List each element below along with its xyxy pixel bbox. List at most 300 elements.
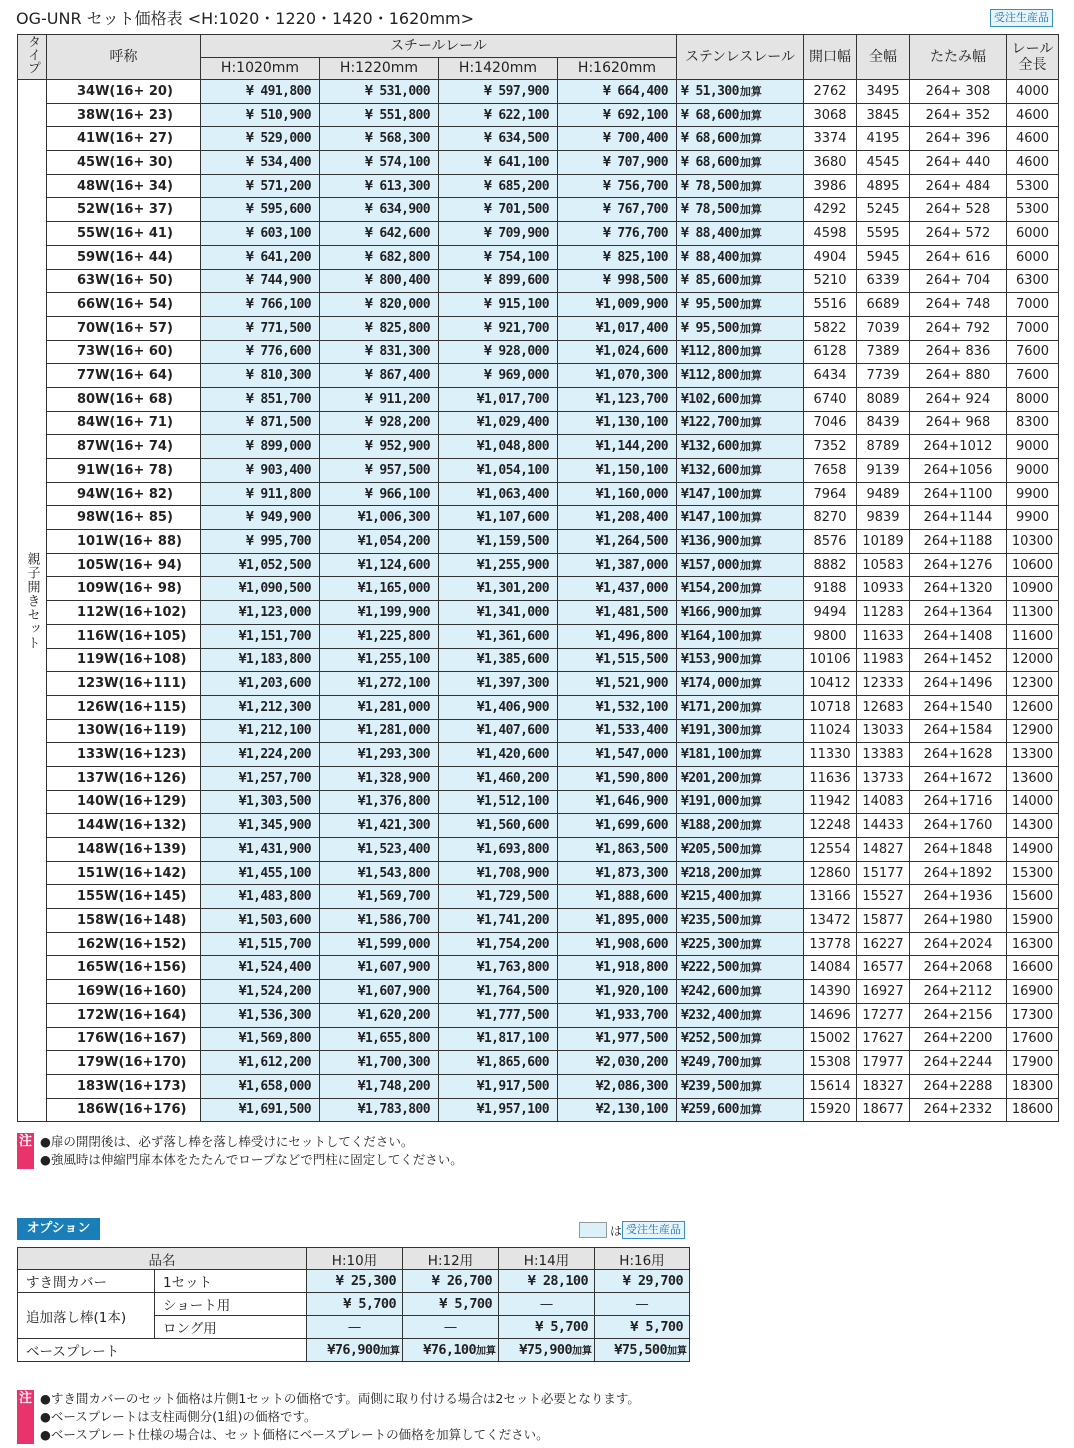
stainless-price: ¥ 68,600加算 — [677, 103, 804, 127]
stainless-price: ¥157,000加算 — [677, 553, 804, 577]
stainless-price: ¥ 68,600加算 — [677, 127, 804, 151]
total-width: 10189 — [857, 530, 910, 554]
stainless-price: ¥122,700加算 — [677, 411, 804, 435]
rail-length: 14300 — [1007, 814, 1059, 838]
model-name: 176W(16+167) — [47, 1027, 201, 1051]
table-row — [18, 743, 1059, 767]
table-row — [18, 648, 1059, 672]
model-name: 123W(16+111) — [47, 672, 201, 696]
model-name: 70W(16+ 57) — [47, 316, 201, 340]
opening-width: 14696 — [804, 1003, 857, 1027]
steel-price: ¥1,536,300 — [201, 1003, 320, 1027]
folded-width: 264+1628 — [910, 743, 1007, 767]
stainless-price: ¥153,900加算 — [677, 648, 804, 672]
table-row — [18, 222, 1059, 246]
total-width: 7039 — [857, 316, 910, 340]
steel-price: ¥ 903,400 — [201, 459, 320, 483]
steel-price: ¥1,159,500 — [439, 530, 558, 554]
note-tag: 注 — [17, 1133, 34, 1169]
total-width: 5595 — [857, 222, 910, 246]
folded-width: 264+ 528 — [910, 198, 1007, 222]
folded-width: 264+1848 — [910, 838, 1007, 862]
folded-width: 264+1100 — [910, 482, 1007, 506]
steel-price: ¥ 531,000 — [320, 80, 439, 104]
rail-length: 12000 — [1007, 648, 1059, 672]
stainless-price: ¥ 95,500加算 — [677, 316, 804, 340]
opt-price: ¥ 28,100 — [499, 1270, 595, 1293]
folded-width: 264+ 704 — [910, 269, 1007, 293]
steel-price: ¥1,151,700 — [201, 624, 320, 648]
opt-dash: — — [403, 1316, 499, 1339]
opt-price: ¥ 5,700 — [307, 1293, 403, 1316]
opt-price: ¥ 5,700 — [499, 1316, 595, 1339]
table-row — [18, 672, 1059, 696]
steel-price: ¥1,515,700 — [201, 932, 320, 956]
table-row — [18, 127, 1059, 151]
steel-price: ¥1,496,800 — [558, 624, 677, 648]
model-name: 63W(16+ 50) — [47, 269, 201, 293]
steel-price: ¥ 744,900 — [201, 269, 320, 293]
rail-length: 5300 — [1007, 174, 1059, 198]
rail-length: 17900 — [1007, 1051, 1059, 1075]
rail-length: 6300 — [1007, 269, 1059, 293]
steel-price: ¥1,512,100 — [439, 790, 558, 814]
opt-price: ¥75,500加算 — [595, 1339, 690, 1362]
opening-width: 12554 — [804, 838, 857, 862]
table-row — [18, 506, 1059, 530]
opening-width: 4904 — [804, 245, 857, 269]
opt-row-drop-rod-short — [18, 1293, 690, 1316]
steel-price: ¥1,255,100 — [320, 648, 439, 672]
steel-price: ¥ 969,000 — [439, 364, 558, 388]
rail-length: 9000 — [1007, 459, 1059, 483]
opening-width: 10412 — [804, 672, 857, 696]
model-name: 179W(16+170) — [47, 1051, 201, 1075]
steel-price: ¥1,052,500 — [201, 553, 320, 577]
model-name: 94W(16+ 82) — [47, 482, 201, 506]
steel-price: ¥1,620,200 — [320, 1003, 439, 1027]
opt-price: ¥ 29,700 — [595, 1270, 690, 1293]
model-name: 155W(16+145) — [47, 885, 201, 909]
steel-price: ¥1,303,500 — [201, 790, 320, 814]
stainless-price: ¥ 51,300加算 — [677, 80, 804, 104]
folded-width: 264+2068 — [910, 956, 1007, 980]
model-name: 137W(16+126) — [47, 766, 201, 790]
opening-width: 5210 — [804, 269, 857, 293]
steel-price: ¥1,729,500 — [439, 885, 558, 909]
folded-width: 264+1408 — [910, 624, 1007, 648]
model-name: 158W(16+148) — [47, 909, 201, 933]
note-line: ●すき間カバーのセット価格は片側1セットの価格です。両側に取り付ける場合は2セット必要となります。 — [40, 1391, 640, 1406]
steel-price: ¥1,590,800 — [558, 766, 677, 790]
legend-swatch — [579, 1222, 607, 1238]
steel-price: ¥ 771,500 — [201, 316, 320, 340]
opening-width: 5516 — [804, 293, 857, 317]
table-row — [18, 174, 1059, 198]
table-row — [18, 1051, 1059, 1075]
table-row — [18, 1074, 1059, 1098]
price-table-body — [18, 80, 1059, 1122]
opening-width: 6128 — [804, 340, 857, 364]
stainless-price: ¥132,600加算 — [677, 459, 804, 483]
steel-price: ¥ 682,800 — [320, 245, 439, 269]
steel-price: ¥1,054,200 — [320, 530, 439, 554]
model-name: 41W(16+ 27) — [47, 127, 201, 151]
stainless-price: ¥171,200加算 — [677, 695, 804, 719]
folded-width: 264+ 352 — [910, 103, 1007, 127]
total-width: 14083 — [857, 790, 910, 814]
model-name: 98W(16+ 85) — [47, 506, 201, 530]
folded-width: 264+ 440 — [910, 151, 1007, 175]
rail-length: 12300 — [1007, 672, 1059, 696]
total-width: 4545 — [857, 151, 910, 175]
stainless-price: ¥252,500加算 — [677, 1027, 804, 1051]
stainless-price: ¥132,600加算 — [677, 435, 804, 459]
steel-price: ¥1,708,900 — [439, 861, 558, 885]
steel-price: ¥1,658,000 — [201, 1074, 320, 1098]
opening-width: 15002 — [804, 1027, 857, 1051]
folded-width: 264+2200 — [910, 1027, 1007, 1051]
stainless-price: ¥201,200加算 — [677, 766, 804, 790]
opening-width: 15614 — [804, 1074, 857, 1098]
rail-length: 17300 — [1007, 1003, 1059, 1027]
folded-width: 264+1276 — [910, 553, 1007, 577]
opening-width: 11024 — [804, 719, 857, 743]
steel-price: ¥ 634,900 — [320, 198, 439, 222]
folded-width: 264+ 572 — [910, 222, 1007, 246]
opening-width: 3068 — [804, 103, 857, 127]
opt-header-h14: H:14用 — [499, 1248, 595, 1270]
steel-price: ¥1,455,100 — [201, 861, 320, 885]
model-name: 105W(16+ 94) — [47, 553, 201, 577]
header-opening-width: 開口幅 — [804, 35, 857, 80]
opt-dash: — — [595, 1293, 690, 1316]
steel-price: ¥ 871,500 — [201, 411, 320, 435]
opt-header-h16: H:16用 — [595, 1248, 690, 1270]
total-width: 3495 — [857, 80, 910, 104]
header-h1220: H:1220mm — [320, 57, 439, 80]
folded-width: 264+ 792 — [910, 316, 1007, 340]
rail-length: 11300 — [1007, 601, 1059, 625]
options-table — [17, 1247, 690, 1362]
rail-length: 12900 — [1007, 719, 1059, 743]
header-name: 呼称 — [47, 35, 201, 80]
rail-length: 13300 — [1007, 743, 1059, 767]
made-to-order-badge: 受注生産品 — [622, 1221, 685, 1239]
stainless-price: ¥112,800加算 — [677, 340, 804, 364]
steel-price: ¥1,144,200 — [558, 435, 677, 459]
stainless-price: ¥ 95,500加算 — [677, 293, 804, 317]
header-rail-length: レール全長 — [1007, 35, 1059, 80]
steel-price: ¥1,264,500 — [558, 530, 677, 554]
steel-price: ¥1,895,000 — [558, 909, 677, 933]
steel-price: ¥ 915,100 — [439, 293, 558, 317]
steel-price: ¥1,328,900 — [320, 766, 439, 790]
steel-price: ¥1,272,100 — [320, 672, 439, 696]
table-row — [18, 956, 1059, 980]
header-type: タイプ — [18, 35, 47, 80]
header-folded-width: たたみ幅 — [910, 35, 1007, 80]
stainless-price: ¥191,300加算 — [677, 719, 804, 743]
rail-length: 10600 — [1007, 553, 1059, 577]
steel-price: ¥ 831,300 — [320, 340, 439, 364]
steel-price: ¥ 756,700 — [558, 174, 677, 198]
steel-price: ¥1,009,900 — [558, 293, 677, 317]
steel-price: ¥1,361,600 — [439, 624, 558, 648]
stainless-price: ¥205,500加算 — [677, 838, 804, 862]
rail-length: 15600 — [1007, 885, 1059, 909]
opening-width: 7964 — [804, 482, 857, 506]
steel-price: ¥1,523,400 — [320, 838, 439, 862]
steel-price: ¥1,977,500 — [558, 1027, 677, 1051]
steel-price: ¥ 820,000 — [320, 293, 439, 317]
steel-price: ¥1,646,900 — [558, 790, 677, 814]
rail-length: 16600 — [1007, 956, 1059, 980]
total-width: 10583 — [857, 553, 910, 577]
folded-width: 264+2024 — [910, 932, 1007, 956]
total-width: 9489 — [857, 482, 910, 506]
steel-price: ¥ 491,800 — [201, 80, 320, 104]
price-table — [17, 34, 1059, 1122]
table-row — [18, 316, 1059, 340]
steel-price: ¥ 622,100 — [439, 103, 558, 127]
steel-price: ¥ 551,800 — [320, 103, 439, 127]
steel-price: ¥1,150,100 — [558, 459, 677, 483]
model-name: 84W(16+ 71) — [47, 411, 201, 435]
rail-length: 18300 — [1007, 1074, 1059, 1098]
folded-width: 264+1540 — [910, 695, 1007, 719]
total-width: 13033 — [857, 719, 910, 743]
rail-length: 8000 — [1007, 387, 1059, 411]
total-width: 9139 — [857, 459, 910, 483]
steel-price: ¥1,208,400 — [558, 506, 677, 530]
steel-price: ¥ 995,700 — [201, 530, 320, 554]
opening-width: 12248 — [804, 814, 857, 838]
model-name: 119W(16+108) — [47, 648, 201, 672]
steel-price: ¥ 949,900 — [201, 506, 320, 530]
opening-width: 4598 — [804, 222, 857, 246]
total-width: 11283 — [857, 601, 910, 625]
total-width: 13383 — [857, 743, 910, 767]
steel-price: ¥ 899,000 — [201, 435, 320, 459]
steel-price: ¥1,888,600 — [558, 885, 677, 909]
folded-width: 264+1936 — [910, 885, 1007, 909]
steel-price: ¥ 701,500 — [439, 198, 558, 222]
folded-width: 264+1144 — [910, 506, 1007, 530]
stainless-price: ¥181,100加算 — [677, 743, 804, 767]
model-name: 133W(16+123) — [47, 743, 201, 767]
model-name: 101W(16+ 88) — [47, 530, 201, 554]
steel-price: ¥1,483,800 — [201, 885, 320, 909]
stainless-price: ¥136,900加算 — [677, 530, 804, 554]
folded-width: 264+ 484 — [910, 174, 1007, 198]
total-width: 14827 — [857, 838, 910, 862]
steel-price: ¥1,224,200 — [201, 743, 320, 767]
model-name: 165W(16+156) — [47, 956, 201, 980]
folded-width: 264+2288 — [910, 1074, 1007, 1098]
model-name: 66W(16+ 54) — [47, 293, 201, 317]
steel-price: ¥ 899,600 — [439, 269, 558, 293]
total-width: 17627 — [857, 1027, 910, 1051]
folded-width: 264+2332 — [910, 1098, 1007, 1122]
stainless-price: ¥259,600加算 — [677, 1098, 804, 1122]
steel-price: ¥1,437,000 — [558, 577, 677, 601]
steel-price: ¥ 867,400 — [320, 364, 439, 388]
opening-width: 11636 — [804, 766, 857, 790]
header-h1420: H:1420mm — [439, 57, 558, 80]
opening-width: 13166 — [804, 885, 857, 909]
stainless-price: ¥232,400加算 — [677, 1003, 804, 1027]
rail-length: 9900 — [1007, 482, 1059, 506]
opening-width: 6434 — [804, 364, 857, 388]
stainless-price: ¥166,900加算 — [677, 601, 804, 625]
steel-price: ¥ 641,200 — [201, 245, 320, 269]
steel-price: ¥1,107,600 — [439, 506, 558, 530]
opening-width: 9800 — [804, 624, 857, 648]
total-width: 8439 — [857, 411, 910, 435]
rail-length: 10300 — [1007, 530, 1059, 554]
table-row — [18, 838, 1059, 862]
folded-width: 264+1980 — [910, 909, 1007, 933]
model-name: 169W(16+160) — [47, 980, 201, 1004]
table-row — [18, 103, 1059, 127]
total-width: 16577 — [857, 956, 910, 980]
steel-price: ¥1,183,800 — [201, 648, 320, 672]
opening-width: 4292 — [804, 198, 857, 222]
steel-price: ¥ 641,100 — [439, 151, 558, 175]
steel-price: ¥ 603,100 — [201, 222, 320, 246]
table-row — [18, 885, 1059, 909]
table-row — [18, 269, 1059, 293]
rail-length: 7000 — [1007, 316, 1059, 340]
steel-price: ¥1,029,400 — [439, 411, 558, 435]
steel-price: ¥1,741,200 — [439, 909, 558, 933]
steel-price: ¥1,543,800 — [320, 861, 439, 885]
steel-price: ¥1,777,500 — [439, 1003, 558, 1027]
model-name: 186W(16+176) — [47, 1098, 201, 1122]
rail-length: 13600 — [1007, 766, 1059, 790]
steel-price: ¥1,420,600 — [439, 743, 558, 767]
rail-length: 14900 — [1007, 838, 1059, 862]
steel-price: ¥1,873,300 — [558, 861, 677, 885]
stainless-price: ¥ 88,400加算 — [677, 245, 804, 269]
steel-price: ¥1,376,800 — [320, 790, 439, 814]
table-row — [18, 601, 1059, 625]
table-row — [18, 411, 1059, 435]
model-name: 183W(16+173) — [47, 1074, 201, 1098]
steel-price: ¥1,460,200 — [439, 766, 558, 790]
rail-length: 11600 — [1007, 624, 1059, 648]
steel-price: ¥1,763,800 — [439, 956, 558, 980]
steel-price: ¥1,547,000 — [558, 743, 677, 767]
type-label: 親子開きセット — [18, 80, 47, 1122]
steel-price: ¥1,421,300 — [320, 814, 439, 838]
note-line: ●扉の開閉後は、必ず落し棒を落し棒受けにセットしてください。 — [40, 1134, 414, 1149]
steel-price: ¥ 952,900 — [320, 435, 439, 459]
steel-price: ¥1,130,100 — [558, 411, 677, 435]
note-line: ●ベースプレートは支柱両側分(1組)の価格です。 — [40, 1409, 317, 1424]
model-name: 151W(16+142) — [47, 861, 201, 885]
steel-price: ¥ 957,500 — [320, 459, 439, 483]
opening-width: 7658 — [804, 459, 857, 483]
total-width: 13733 — [857, 766, 910, 790]
header-stainless-rail: ステンレスレール — [677, 35, 804, 80]
folded-width: 264+1496 — [910, 672, 1007, 696]
total-width: 6339 — [857, 269, 910, 293]
total-width: 7739 — [857, 364, 910, 388]
steel-price: ¥1,532,100 — [558, 695, 677, 719]
table-row — [18, 861, 1059, 885]
steel-price: ¥1,612,200 — [201, 1051, 320, 1075]
steel-price: ¥ 634,500 — [439, 127, 558, 151]
steel-price: ¥1,533,400 — [558, 719, 677, 743]
steel-price: ¥2,130,100 — [558, 1098, 677, 1122]
stainless-price: ¥249,700加算 — [677, 1051, 804, 1075]
steel-price: ¥1,748,200 — [320, 1074, 439, 1098]
steel-price: ¥ 568,300 — [320, 127, 439, 151]
model-name: 52W(16+ 37) — [47, 198, 201, 222]
total-width: 14433 — [857, 814, 910, 838]
folded-width: 264+ 836 — [910, 340, 1007, 364]
opening-width: 3374 — [804, 127, 857, 151]
steel-price: ¥2,086,300 — [558, 1074, 677, 1098]
rail-length: 10900 — [1007, 577, 1059, 601]
opt-row-gap-cover — [18, 1270, 690, 1293]
total-width: 18327 — [857, 1074, 910, 1098]
steel-price: ¥ 810,300 — [201, 364, 320, 388]
model-name: 130W(16+119) — [47, 719, 201, 743]
steel-price: ¥ 911,200 — [320, 387, 439, 411]
opt-header-h12: H:12用 — [403, 1248, 499, 1270]
folded-width: 264+1056 — [910, 459, 1007, 483]
stainless-price: ¥102,600加算 — [677, 387, 804, 411]
steel-price: ¥1,607,900 — [320, 956, 439, 980]
options-heading: オプション — [17, 1218, 100, 1240]
stainless-price: ¥154,200加算 — [677, 577, 804, 601]
steel-price: ¥1,345,900 — [201, 814, 320, 838]
table-row — [18, 624, 1059, 648]
rail-length: 18600 — [1007, 1098, 1059, 1122]
model-name: 116W(16+105) — [47, 624, 201, 648]
opt-dash: — — [499, 1293, 595, 1316]
rail-length: 6000 — [1007, 245, 1059, 269]
steel-price: ¥ 534,400 — [201, 151, 320, 175]
stainless-price: ¥164,100加算 — [677, 624, 804, 648]
steel-price: ¥1,524,200 — [201, 980, 320, 1004]
model-name: 109W(16+ 98) — [47, 577, 201, 601]
steel-price: ¥1,024,600 — [558, 340, 677, 364]
opt-price: ¥ 5,700 — [403, 1293, 499, 1316]
total-width: 5945 — [857, 245, 910, 269]
steel-price: ¥ 911,800 — [201, 482, 320, 506]
steel-price: ¥ 825,800 — [320, 316, 439, 340]
steel-price: ¥ 998,500 — [558, 269, 677, 293]
steel-price: ¥1,017,700 — [439, 387, 558, 411]
model-name: 55W(16+ 41) — [47, 222, 201, 246]
table-row — [18, 719, 1059, 743]
opening-width: 15308 — [804, 1051, 857, 1075]
steel-price: ¥1,503,600 — [201, 909, 320, 933]
rail-length: 4600 — [1007, 103, 1059, 127]
table-row — [18, 909, 1059, 933]
rail-length: 12600 — [1007, 695, 1059, 719]
model-name: 34W(16+ 20) — [47, 80, 201, 104]
table-row — [18, 80, 1059, 104]
legend — [579, 1221, 685, 1239]
steel-price: ¥ 709,900 — [439, 222, 558, 246]
model-name: 140W(16+129) — [47, 790, 201, 814]
steel-price: ¥1,123,700 — [558, 387, 677, 411]
